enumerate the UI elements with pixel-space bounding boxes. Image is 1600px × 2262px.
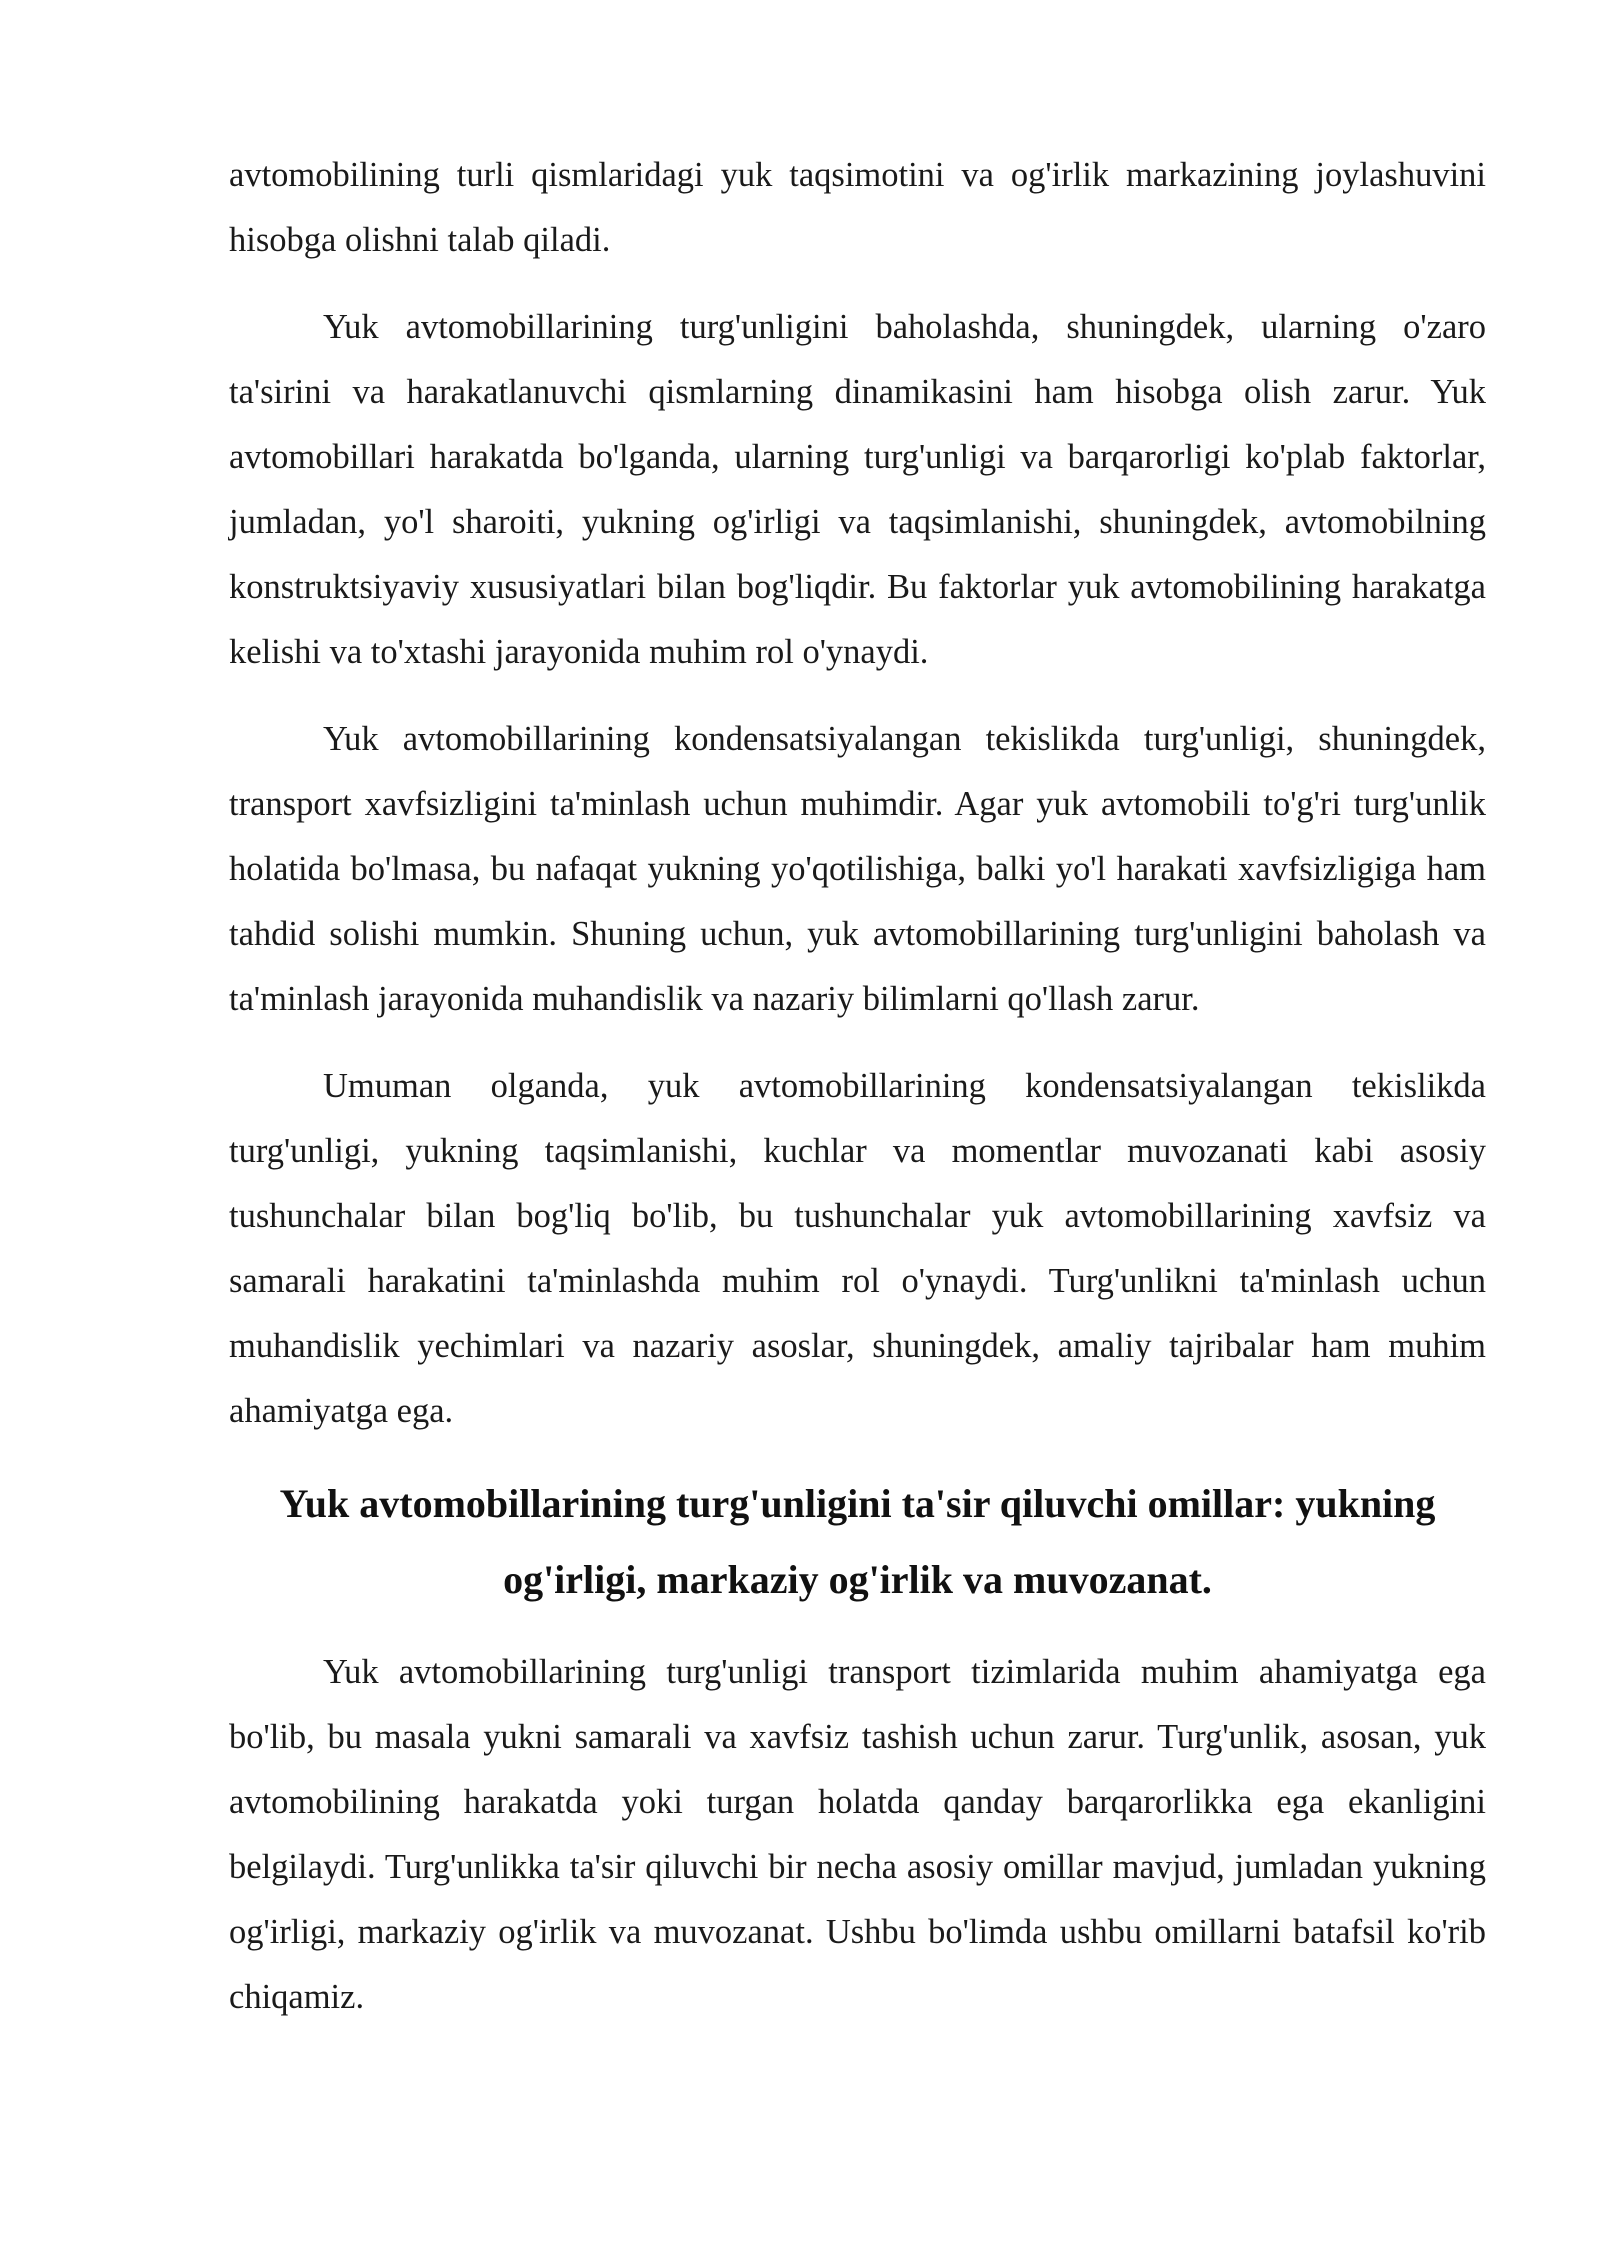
paragraph: Umuman olganda, yuk avtomobillarining kondensatsiyalangan tekislikda turg'unligi, yukning taqsimlanishi, kuchlar va momentlar muvozanati kabi asosiy tushunchalar bilan bog'liq bo'lib, bu tushunchalar yuk avtomobillarining xavfsiz va samarali harakatini ta'minlashda muhim rol o'ynaydi. Turg'unlikni ta'minlash uchun muhandislik yechimlari va nazariy asoslar, shuningdek, amaliy tajribalar ham muhim ahamiyatga ega. — [229, 1067, 1486, 1430]
document-page — [229, 143, 1486, 2052]
paragraph: Yuk avtomobillarining turg'unligi transport tizimlarida muhim ahamiyatga ega bo'lib, bu masala yukni samarali va xavfsiz tashish uchun zarur. Turg'unlik, asosan, yuk avtomobilining harakatda yoki turgan holatda qanday barqarorlikka ega ekanligini belgilaydi. Turg'unlikka ta'sir qiluvchi bir necha asosiy omillar mavjud, jumladan yukning og'irligi, markaziy og'irlik va muvozanat. Ushbu bo'limda ushbu omillarni batafsil ko'rib chiqamiz. — [229, 1653, 1486, 2016]
paragraph: Yuk avtomobillarining kondensatsiyalangan tekislikda turg'unligi, shuningdek, transport xavfsizligini ta'minlash uchun muhimdir. Agar yuk avtomobili to'g'ri turg'unlik holatida bo'lmasa, bu nafaqat yukning yo'qotilishiga, balki yo'l harakati xavfsizligiga ham tahdid solishi mumkin. Shuning uchun, yuk avtomobillarining turg'unligini baholash va ta'minlash jarayonida muhandislik va nazariy bilimlarni qo'llash zarur. — [229, 720, 1486, 1018]
section-heading: Yuk avtomobillarining turg'unligini ta'sir qiluvchi omillar: yukning og'irligi, markaziy og'irlik va muvozanat. — [279, 1481, 1436, 1602]
paragraph: Yuk avtomobillarining turg'unligini baholashda, shuningdek, ularning o'zaro ta'sirini va harakatlanuvchi qismlarning dinamikasini ham hisobga olish zarur. Yuk avtomobillari harakatda bo'lganda, ularning turg'unligi va barqarorligi ko'plab faktorlar, jumladan, yo'l sharoiti, yukning og'irligi va taqsimlanishi, shuningdek, avtomobilning konstruktsiyaviy xususiyatlari bilan bog'liqdir. Bu faktorlar yuk avtomobilining harakatga kelishi va to'xtashi jarayonida muhim rol o'ynaydi. — [229, 308, 1486, 671]
paragraph-continuation: avtomobilining turli qismlaridagi yuk taqsimotini va og'irlik markazining joylashuvini hisobga olishni talab qiladi. — [229, 156, 1486, 259]
